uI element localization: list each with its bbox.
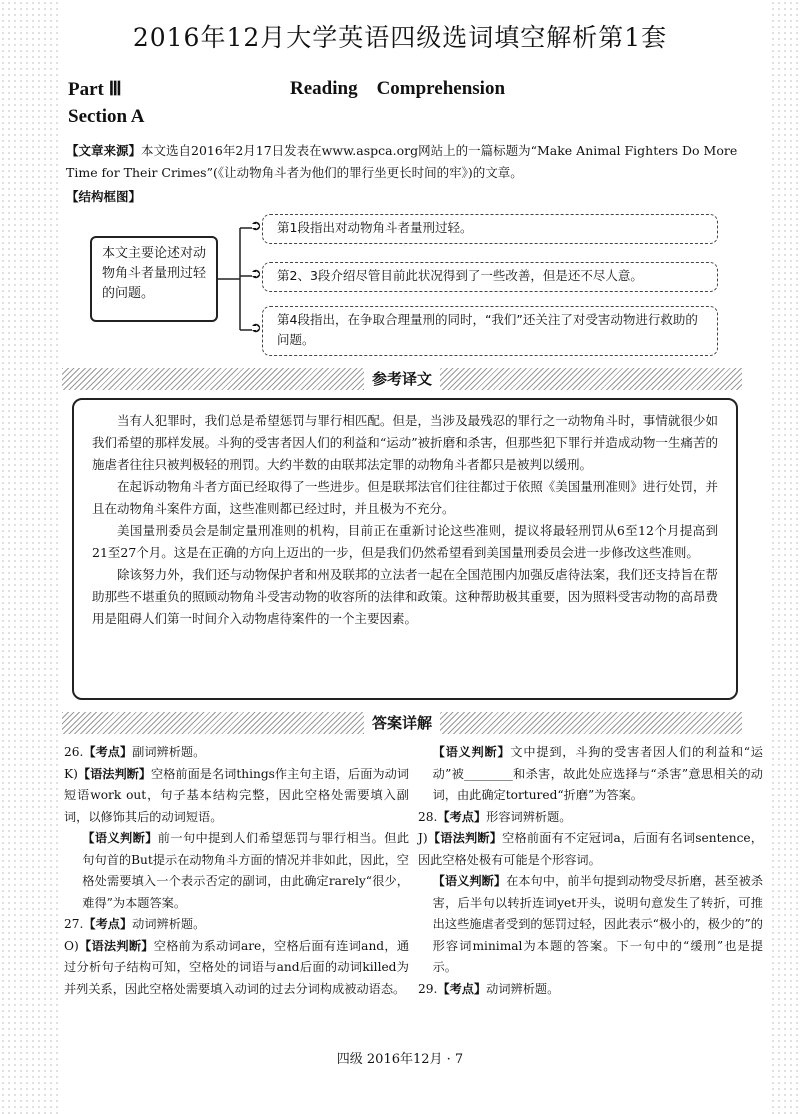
answer-text: 动词辨析题。 <box>132 917 206 931</box>
answer-entry <box>418 871 763 979</box>
translation-paragraph: 美国量刑委员会是制定量刑准则的机构，目前正在重新讨论这些准则，提议将最轻刑罚从6至12个月提高到21至27个月。这是在正确的方向上迈出的一步，但是我们仍然希望看到美国量刑委员会进一步修改这些准则。 <box>92 523 718 560</box>
source-text: 本文选自2016年2月17日发表在www.aspca.org网站上的一篇标题为“Make Animal Fighters Do More Time for Their Crimes”(《让动物角斗者为他们的罪行坐更长时间的牢》)的文章。 <box>66 143 738 180</box>
page-footer: 四级 2016年12月 · 7 <box>336 1052 464 1067</box>
answer-entry <box>418 979 763 1001</box>
answers-left-column <box>64 742 409 1000</box>
answer-entry <box>64 764 409 829</box>
translation-banner <box>62 368 742 390</box>
framework-tag: 【结构框图】 <box>66 189 142 204</box>
answer-lead: 29. <box>418 981 438 996</box>
framework-item: 第2、3段介绍尽管目前此状况得到了一些改善，但是还不尽人意。 <box>262 262 718 292</box>
answer-entry <box>418 742 763 807</box>
translation-heading: 参考译文 <box>364 368 440 390</box>
answer-tag: 【语义判断】 <box>432 745 511 759</box>
translation-paragraph: 当有人犯罪时，我们总是希望惩罚与罪行相匹配。但是，当涉及最残忍的罪行之一动物角斗时，事情就很少如我们希望的那样发展。斗狗的受害者因人们的利益和“运动”被折磨和杀害，但那些犯下罪行并造成动物一生痛苦的施虐者往往只被判极轻的刑罚。大约半数的由联邦法定罪的动物角斗者都只是被判以缓刑。 <box>92 413 718 472</box>
answer-text: 副词辨析题。 <box>132 745 206 759</box>
answer-tag: 【考点】 <box>83 745 133 759</box>
answer-text: 前一句中提到人们希望惩罚与罪行相当。但此句句首的But提示在动物角斗方面的情况并非如此，因此，空格处需要填入一个表示否定的副词，由此确定rarely“很少，难得”为本题答案。 <box>82 831 410 910</box>
source-tag: 【文章来源】 <box>66 143 142 158</box>
answer-entry <box>418 828 763 871</box>
answer-text: 形容词辨析题。 <box>486 809 572 824</box>
answer-tag: 【考点】 <box>437 981 487 996</box>
answer-entry <box>64 914 409 936</box>
answer-tag: 【语法判断】 <box>427 831 503 845</box>
answer-text: 动词辨析题。 <box>486 981 560 996</box>
arrow-bullet-icon: ➲ <box>250 320 262 336</box>
answer-entry <box>418 807 763 829</box>
translation-paragraph: 在起诉动物角斗者方面已经取得了一些进步。但是联邦法官们往往都过于依照《美国量刑准则》进行处罚，并且在动物角斗案件方面，这些准则都已经过时，并且极为不充分。 <box>92 479 718 516</box>
answer-text: 空格前面有不定冠词a，后面有名词sentence，因此空格处极有可能是个形容词。 <box>418 831 763 867</box>
answer-text: 空格前面是名词things作主句主语，后面为动词短语work out，句子基本结构完整，因此空格处需要填入副词，以修饰其后的动词短语。 <box>64 766 410 824</box>
answer-tag: 【语义判断】 <box>432 874 507 888</box>
answer-lead: O) <box>64 938 79 953</box>
section-label: Section A <box>68 106 145 127</box>
framework-main-box: 本文主要论述对动物角斗者量刑过轻的问题。 <box>90 236 218 322</box>
answer-lead: K) <box>64 766 78 781</box>
answer-tag: 【语法判断】 <box>77 766 152 781</box>
answer-entry <box>64 936 409 1001</box>
answer-text: 文中提到，斗狗的受害者因人们的利益和“运动”被________和杀害，故此处应选择与“杀害”意思相关的动词，由此确定tortured“折磨”为答案。 <box>432 745 763 802</box>
answer-text: 空格前为系动词are，空格后面有连词and，通过分析句子结构可知，空格处的词语与and后面的动词killed为并列关系，因此空格处需要填入动词的过去分词构成被动语态。 <box>64 938 410 996</box>
answer-tag: 【考点】 <box>437 809 487 824</box>
answer-tag: 【考点】 <box>83 917 133 931</box>
answer-lead: 26. <box>64 745 84 759</box>
answer-lead: J) <box>418 831 428 845</box>
answer-lead: 28. <box>418 809 438 824</box>
answers-right-column <box>418 742 763 1000</box>
page-title: 2016年12月大学英语四级选词填空解析第1套 <box>132 23 668 52</box>
answers-banner <box>62 712 742 734</box>
arrow-bullet-icon: ➲ <box>250 218 262 234</box>
framework-item: 第4段指出，在争取合理量刑的同时，“我们”还关注了对受害动物进行救助的问题。 <box>262 306 718 356</box>
translation-box <box>72 398 738 700</box>
part-label: Part Ⅲ <box>68 79 122 100</box>
answer-text: 在本句中，前半句提到动物受尽折磨，甚至被杀害，后半句以转折连词yet开头，说明句意发生了转折，可推出这些施虐者受到的惩罚过轻，因此表示“极小的，极少的”的形容词minimal为本题的答案。下一句中的“缓刑”也是提示。 <box>432 874 764 974</box>
part-name: Reading Comprehension <box>290 78 506 99</box>
answer-tag: 【语义判断】 <box>82 831 158 845</box>
framework-item: 第1段指出对动物角斗者量刑过轻。 <box>262 214 718 244</box>
answers-heading: 答案详解 <box>364 712 440 734</box>
arrow-bullet-icon: ➲ <box>250 266 262 282</box>
answer-lead: 27. <box>64 917 84 931</box>
translation-paragraph: 除该努力外，我们还与动物保护者和州及联邦的立法者一起在全国范围内加强反虐待法案，我们还支持旨在帮助那些不堪重负的照顾动物角斗受害动物的收容所的法律和政策。这种帮助极其重要，因为照料受害动物的高昂费用是阻碍人们第一时间介入动物虐待案件的一个主要因素。 <box>92 567 718 626</box>
answer-entry <box>64 828 409 914</box>
answer-tag: 【语法判断】 <box>78 938 154 953</box>
answer-entry <box>64 742 409 764</box>
